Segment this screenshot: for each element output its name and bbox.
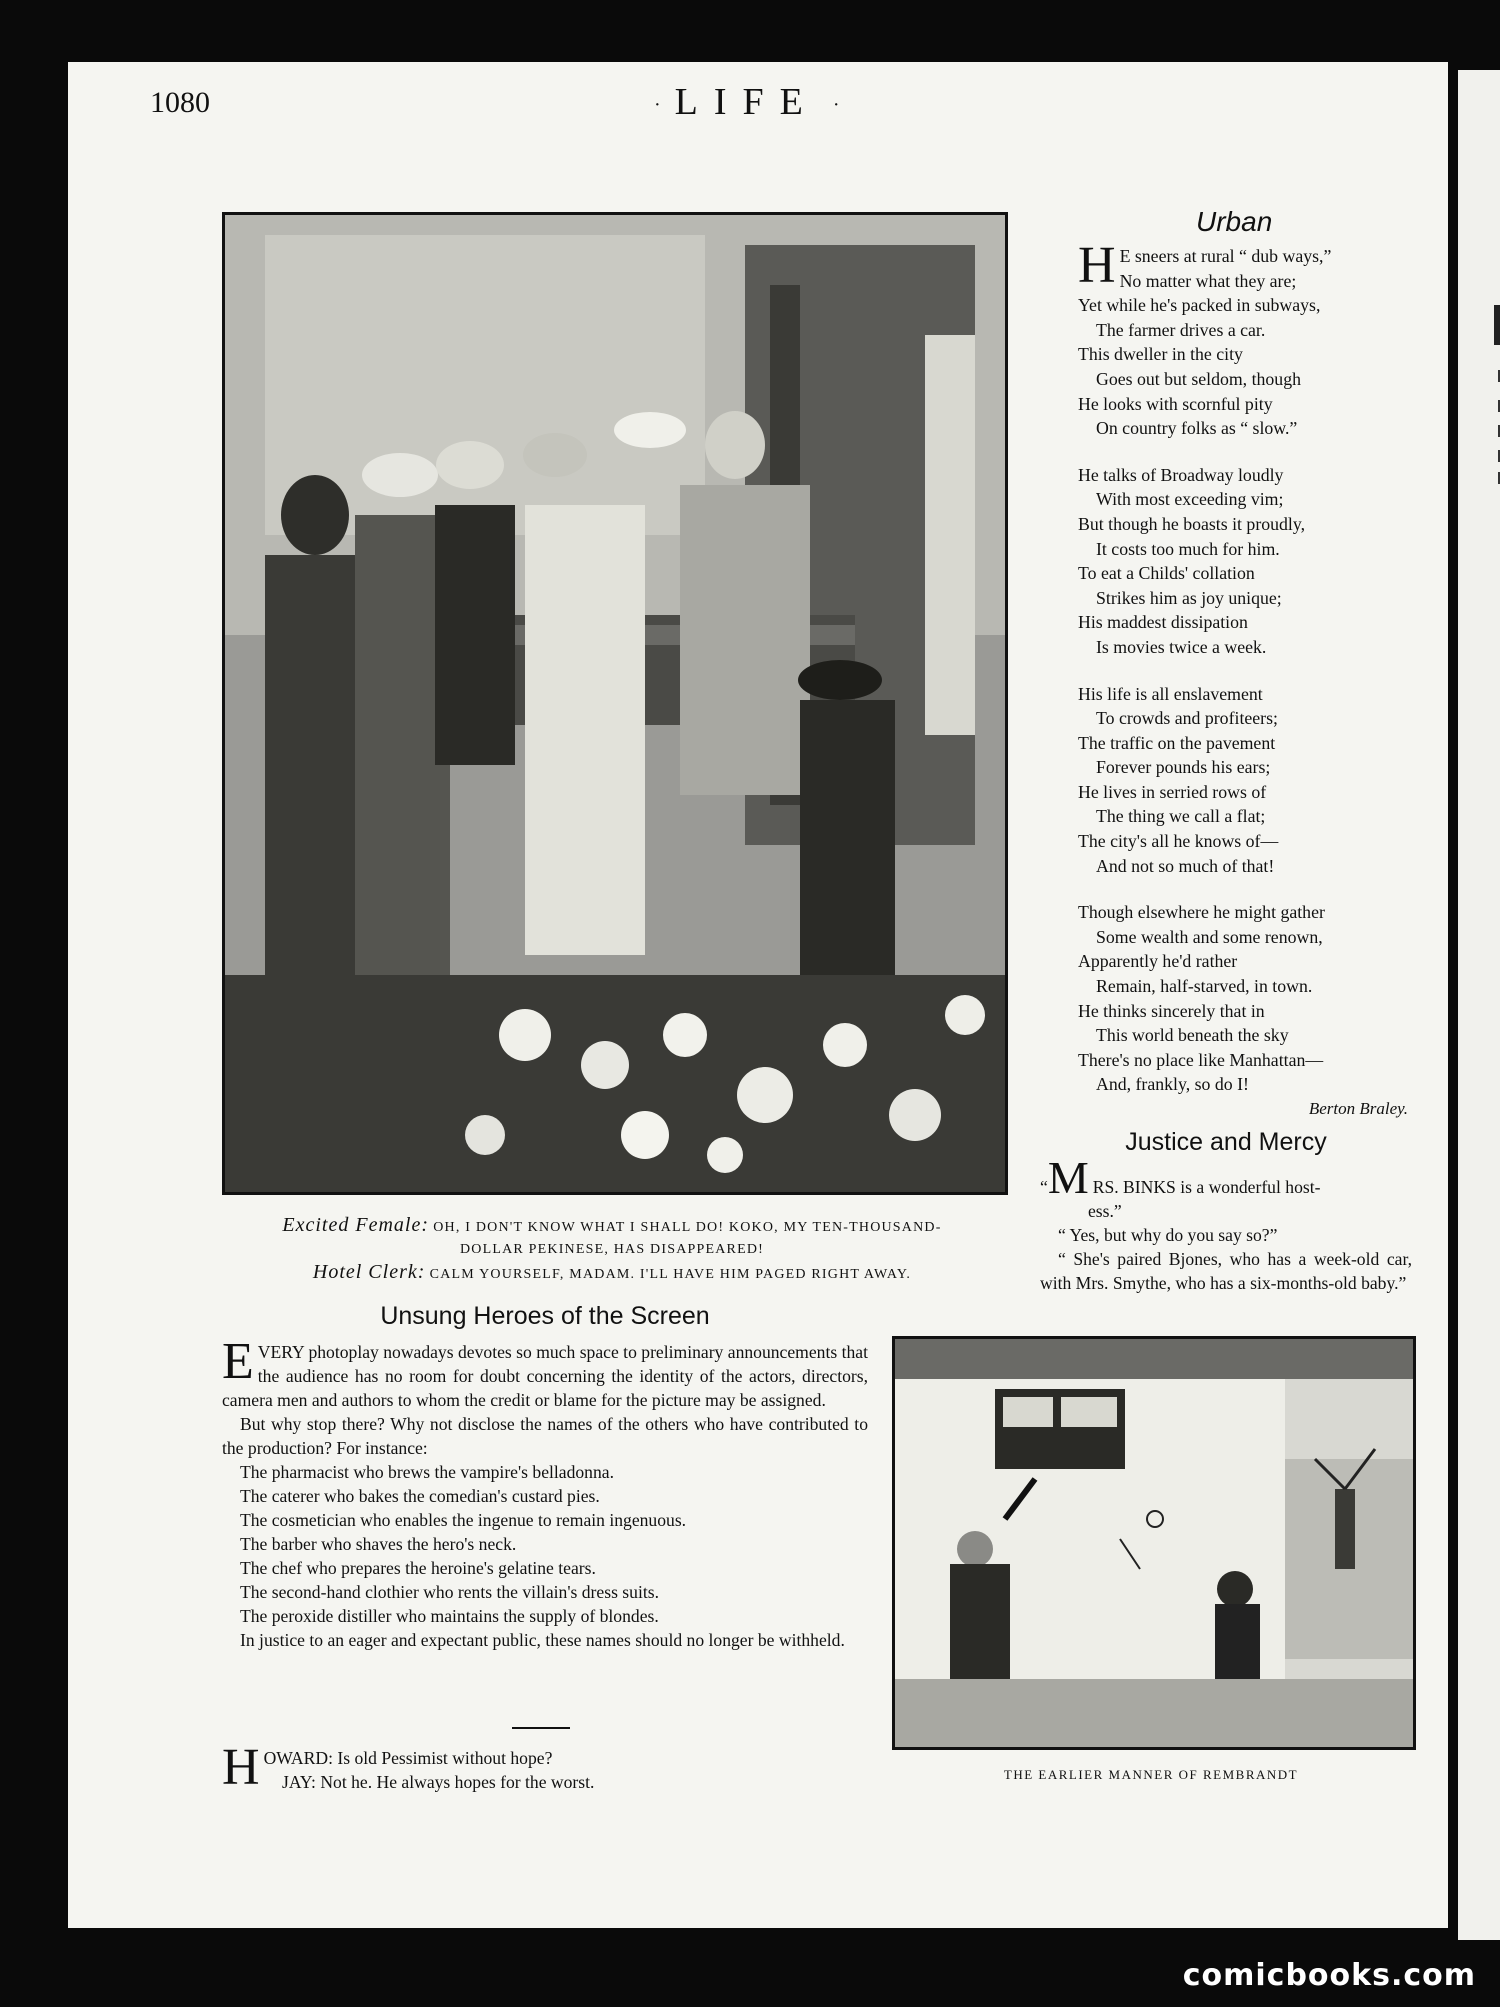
- poem-line: Some wealth and some renown,: [1096, 926, 1323, 947]
- poem-line: He talks of Broadway loudly: [1078, 464, 1284, 485]
- caption-line-hotel-clerk: [222, 1261, 1002, 1286]
- caption-text: CALM YOURSELF, MADAM. I'LL HAVE HIM PAGED RIGHT AWAY.: [429, 1267, 912, 1282]
- poem-urban: [1078, 237, 1408, 1122]
- drop-cap: E: [222, 1333, 254, 1390]
- article-paragraph: In justice to an eager and expectant public, these names should no longer be withheld.: [240, 1630, 845, 1650]
- poem-line: The farmer drives a car.: [1096, 319, 1266, 340]
- poem-stanza-4: [1078, 900, 1408, 1097]
- poem-line: Is movies twice a week.: [1096, 636, 1267, 657]
- poem-line: There's no place like Manhattan—: [1078, 1049, 1324, 1070]
- poem-line: And not so much of that!: [1096, 855, 1275, 876]
- poem-line: His maddest dissipation: [1078, 612, 1248, 633]
- poem-line: With most exceeding vim;: [1096, 489, 1284, 510]
- adjacent-page-edge: [1458, 70, 1500, 1940]
- poem-line: The thing we call a flat;: [1096, 806, 1266, 827]
- poem-stanza-1: [1078, 237, 1408, 441]
- list-item: The barber who shaves the hero's neck.: [240, 1534, 517, 1554]
- poem-line: Yet while he's packed in subways,: [1078, 295, 1321, 316]
- article-paragraph: But why stop there? Why not disclose the names of the others who have contributed to the production? For instance:: [222, 1414, 868, 1458]
- justice-and-mercy: [1040, 1152, 1412, 1295]
- poem-line: To crowds and profiteers;: [1096, 708, 1278, 729]
- poem-line: Though elsewhere he might gather: [1078, 902, 1325, 923]
- hotel-lobby-illustration: [222, 212, 1008, 1195]
- caption-speaker: Hotel Clerk:: [312, 1261, 426, 1283]
- list-item: The cosmetician who enables the ingenue to remain ingenuous.: [240, 1510, 687, 1530]
- justice-paragraph: “ She's paired Bjones, who has a week-old car, with Mrs. Smythe, who has a six-months-old baby.”: [1040, 1249, 1412, 1293]
- poem-line: His life is all enslavement: [1078, 683, 1263, 704]
- hotel-lobby-drawing: [225, 215, 1005, 1192]
- caption-text-continued: DOLLAR PEKINESE, HAS DISAPPEARED!: [459, 1242, 765, 1257]
- caption-speaker: Excited Female:: [282, 1214, 429, 1236]
- site-watermark: comicbooks.com: [1182, 1958, 1476, 1993]
- justice-line: ess.”: [1088, 1201, 1122, 1221]
- list-item: The caterer who bakes the comedian's custard pies.: [240, 1486, 600, 1506]
- open-quote: “: [1040, 1177, 1048, 1197]
- poem-line: E sneers at rural “ dub ways,”: [1119, 246, 1332, 266]
- poem-line: Goes out but seldom, though: [1096, 368, 1301, 389]
- poem-line: Strikes him as joy unique;: [1096, 587, 1282, 608]
- masthead-title: LIFE: [674, 81, 819, 123]
- masthead: [640, 80, 854, 124]
- poem-line: He lives in serried rows of: [1078, 781, 1267, 802]
- section-divider: [512, 1727, 570, 1729]
- page-number: 1080: [150, 86, 210, 119]
- poem-line: To eat a Childs' collation: [1078, 563, 1255, 584]
- drop-cap: H: [222, 1739, 260, 1796]
- article-paragraph: VERY photoplay nowadays devotes so much space to preliminary announcements that the audience has no room for doubt concerning the identity of the actors, directors, camera men and authors to whom the credit or blame for the picture may be assigned.: [222, 1342, 868, 1410]
- rembrandt-drawing: [895, 1339, 1413, 1747]
- caption-text: OH, I DON'T KNOW WHAT I SHALL DO! KOKO, MY TEN-THOUSAND-: [433, 1220, 942, 1235]
- poem-stanza-2: [1078, 463, 1408, 660]
- justice-title: Justice and Mercy: [1125, 1128, 1327, 1156]
- poem-line: Remain, half-starved, in town.: [1096, 976, 1313, 997]
- poem-stanza-3: [1078, 682, 1408, 879]
- unsung-heroes-article: [222, 1333, 868, 1652]
- poem-line: It costs too much for him.: [1096, 538, 1280, 559]
- masthead-dot-left: ·: [654, 93, 661, 116]
- poem-signature: Berton Braley.: [1308, 1099, 1408, 1118]
- poem-line: On country folks as “ slow.”: [1096, 418, 1298, 439]
- caption-line-excited-female: [222, 1214, 1002, 1239]
- list-item: The second-hand clothier who rents the villain's dress suits.: [240, 1582, 659, 1602]
- unsung-heroes-title: Unsung Heroes of the Screen: [380, 1302, 710, 1330]
- poem-line: This dweller in the city: [1078, 344, 1243, 365]
- poem-line: He looks with scornful pity: [1078, 393, 1273, 414]
- adjacent-page-glyph: [1494, 305, 1500, 345]
- poem-line: And, frankly, so do I!: [1096, 1074, 1249, 1095]
- joke-line: JAY: Not he. He always hopes for the worst.: [282, 1772, 595, 1792]
- main-cartoon-caption: [222, 1214, 1002, 1286]
- poem-line: Forever pounds his ears;: [1096, 757, 1271, 778]
- masthead-dot-right: ·: [832, 93, 840, 116]
- drop-cap: M: [1047, 1152, 1089, 1203]
- poem-title: Urban: [1196, 206, 1273, 237]
- poem-line: The city's all he knows of—: [1078, 831, 1279, 852]
- poem-line: No matter what they are;: [1119, 270, 1297, 291]
- poem-line: Apparently he'd rather: [1078, 951, 1238, 972]
- rembrandt-caption: THE EARLIER MANNER OF REMBRANDT: [1003, 1767, 1299, 1782]
- list-item: The peroxide distiller who maintains the supply of blondes.: [240, 1606, 659, 1626]
- list-item: The pharmacist who brews the vampire's belladonna.: [240, 1462, 614, 1482]
- justice-line: RS. BINKS is a wonderful host-: [1092, 1177, 1321, 1197]
- poem-line: The traffic on the pavement: [1078, 732, 1276, 753]
- howard-jay-joke: [222, 1739, 868, 1796]
- list-item: The chef who prepares the heroine's gelatine tears.: [240, 1558, 596, 1578]
- poem-line: He thinks sincerely that in: [1078, 1000, 1265, 1021]
- rembrandt-illustration: [892, 1336, 1416, 1750]
- poem-line: This world beneath the sky: [1096, 1025, 1289, 1046]
- poem-line: But though he boasts it proudly,: [1078, 513, 1306, 534]
- justice-paragraph: “ Yes, but why do you say so?”: [1058, 1225, 1278, 1245]
- joke-line: OWARD: Is old Pessimist without hope?: [263, 1748, 553, 1768]
- drop-cap: H: [1078, 237, 1116, 294]
